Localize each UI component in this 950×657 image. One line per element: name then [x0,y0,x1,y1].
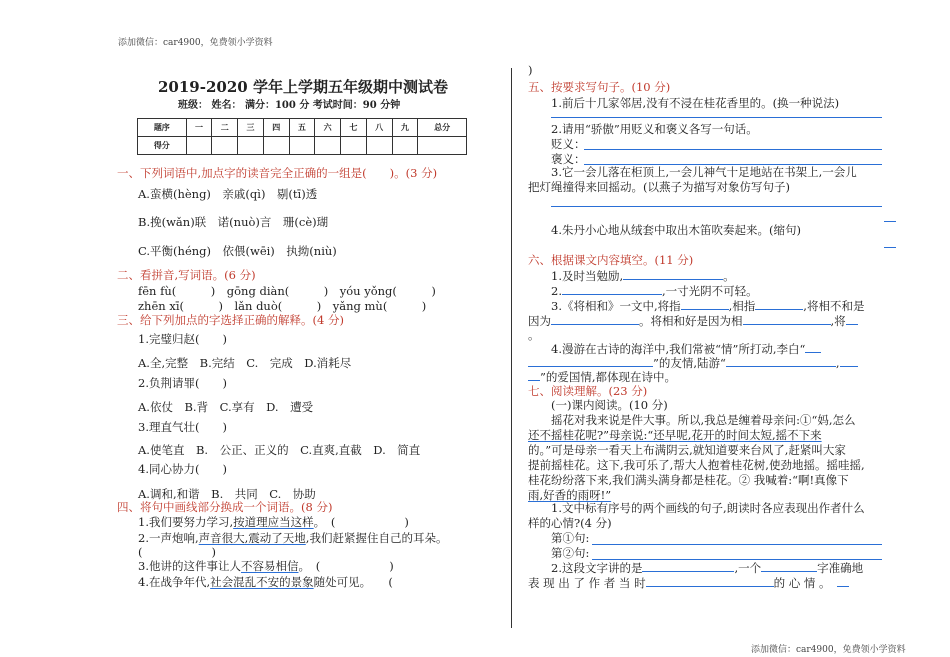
s5-q3-answer-line-end[interactable] [884,221,896,222]
passage-underlined-1: 还不摇桂花呢?”母亲说:“还早呢,花开的时间太短,摇不下来 [528,428,822,442]
column-divider [511,68,512,628]
score-cell[interactable] [418,137,467,155]
s5-derogatory-line[interactable] [584,149,882,150]
s6-q2-text: ,一寸光阴不可轻。 [661,284,758,298]
s6-q3-blank-4[interactable] [743,313,831,325]
s6-q4-blank-1[interactable] [805,341,821,353]
s7-q1-answer-line-1[interactable] [592,544,882,545]
s5-q1-answer-line[interactable] [551,117,882,118]
s6-q4-text-c: ”的爱国情,都体现在诗中。 [540,370,677,384]
s5-q2-derogatory: 贬义： [551,137,586,151]
s4-q2-underlined: 声音很大,震动了天地 [198,531,306,545]
s6-q2-blank[interactable] [562,283,662,295]
s5-q4-answer-line[interactable] [884,247,896,248]
s6-q3-text-f: ,将 [830,314,846,328]
s6-q3-line2 [528,313,858,329]
score-header-cell: 总分 [418,119,467,137]
s7-q2-blank-3[interactable] [646,575,774,587]
score-header-cell: 六 [315,119,341,137]
watermark-top: 添加微信：car4900，免费领小学资料 [118,38,273,48]
score-header-cell: 题序 [138,119,187,137]
exam-info: 班级： 姓名： 满分：100 分 考试时间：90 分钟 [178,100,401,111]
s5-q3-line1: 3.它一会儿落在柜顶上,一会儿神气十足地站在书架上,一会儿 [551,165,857,179]
s6-q4-text-a: 4.漫游在古诗的海洋中,我们常被“情”所打动,李白“ [551,342,806,356]
s7-q1-line2: 样的心情?(4 分) [528,516,612,530]
s7-q2-text-b: ,一个 [734,561,762,575]
s7-q1-sentence-2: 第②句: [551,546,590,560]
section-4-title: 四、将句中画线部分换成一个词语。(8 分) [117,500,333,514]
score-header-cell: 三 [238,119,264,137]
score-cell[interactable] [392,137,418,155]
section-1-title: 一、下列词语中,加点字的读音完全正确的一组是( )。(3 分) [117,166,438,180]
option-c: C.平衡(héng) 依偎(wēi) 执拗(niù) [138,244,337,258]
s4-q1-tail: 。 ( ) [313,515,409,529]
score-table-header-row [138,119,467,137]
passage-line-4: 提前摇桂花。这下,我可乐了,帮大人抱着桂花树,使劲地摇。摇哇摇, [528,458,865,472]
s4-q1-text: 1.我们要努力学习, [138,515,234,529]
s7-q2-text-a: 2.这段文字讲的是 [551,561,643,575]
score-header-cell: 八 [366,119,392,137]
s5-q2-commendatory: 褒义： [551,152,586,166]
section-6-title: 六、根据课文内容填空。(11 分) [528,253,694,267]
s6-q4-blank-4[interactable] [840,355,858,367]
s6-q4-text-b: ”的友情,陆游“ [653,356,726,370]
score-cell[interactable] [186,137,212,155]
s7-q2-line2 [528,575,849,591]
s7-q2-blank-2[interactable] [761,560,817,572]
s6-q4-blank-5[interactable] [528,369,540,381]
s7-q2-text-d: 表 现 出 了 作 者 当 时 [528,576,646,590]
s6-q4-blank-2[interactable] [528,355,653,367]
s7-q2-blank-1[interactable] [642,560,734,572]
s4-q2-answer: ( ) [138,545,216,559]
s3-q4: 4.同心协力( ) [138,462,227,476]
s3-q2: 2.负荆请罪( ) [138,376,227,390]
passage-line-2 [528,427,822,443]
passage-line-3: 的。”可是母亲一看天上布满阴云,就知道要来台风了,赶紧叫大家 [528,443,846,457]
section-3-title: 三、给下列加点的字选择正确的解释。(4 分) [117,313,344,327]
s4-q2-tail: ,我们赶紧握住自己的耳朵。 [305,531,448,545]
s5-q1: 1.前后十几家邻居,没有不浸在桂花香里的。(换一种说法) [551,96,840,110]
passage-line-5: 桂花纷纷落下来,我们满头满身都是桂花。② 我喊着:“啊!真像下 [528,473,849,487]
pinyin-line-1: fēn fù( ) gōng diàn( ) yóu yǒng( ) [138,284,436,298]
s6-q3-text-d: 因为 [528,314,551,328]
s6-q3-end: 。 [528,328,540,342]
score-header-cell: 四 [263,119,289,137]
s6-q3-line1 [551,298,864,314]
s6-q3-text-a: 3.《将相和》一文中,将指 [551,299,681,313]
passage-underlined-2: 雨,好香的雨呀!” [528,488,612,502]
s4-q2-text: 2.一声炮响, [138,531,199,545]
section-7-title: 七、阅读理解。(23 分) [528,384,648,398]
score-table-score-row [138,137,467,155]
s7-q1-line1: 1.文中标有序号的两个画线的句子,朗读时各应表现出作者什么 [551,501,865,515]
s6-q4-blank-3[interactable] [726,355,836,367]
s4-q3-text: 3.他讲的这件事让人 [138,559,241,573]
score-cell[interactable] [366,137,392,155]
s7-q1-sentence-1: 第①句: [551,531,590,545]
score-cell[interactable] [289,137,315,155]
s6-q3-text-e: 。将相和好是因为相 [639,314,743,328]
s3-q3-options: A.使笔直 B. 公正、正义的 C.直爽,直截 D. 简直 [138,443,421,457]
s7-q2-text-c: 字准确地 [817,561,864,575]
s7-q2-blank-4[interactable] [837,575,849,587]
s7-subsection: (一)课内阅读。(10 分) [551,398,668,412]
s4-q3-underlined: 不容易相信 [240,559,299,573]
s4-q3-tail: 。 ( ) [298,559,394,573]
s6-q1-text: 1.及时当勉励, [551,269,624,283]
s6-q3-blank-3[interactable] [551,313,639,325]
s5-q3-answer-line[interactable] [551,206,882,207]
pinyin-line-2: zhēn xī( ) lǎn duò( ) yǎng mù( ) [138,299,427,313]
s6-q3-blank-5[interactable] [846,313,858,325]
s3-q4-options: A.调和,和谐 B. 共同 C. 协助 [138,487,316,501]
s3-q2-options: A.依仗 B.背 C.享有 D. 遭受 [138,400,314,414]
score-cell[interactable] [341,137,367,155]
option-b: B.挽(wǎn)联 诺(nuò)言 珊(cè)瑚 [138,215,329,229]
s5-q2: 2.请用“骄傲”用贬义和褒义各写一句话。 [551,122,758,136]
option-a: A.蛮横(hèng) 亲戚(qì) 剔(tī)透 [138,187,318,201]
page-title: 2019-2020 学年上学期五年级期中测试卷 [158,78,448,96]
score-table [137,118,467,155]
s3-q3: 3.理直气壮( ) [138,420,227,434]
s4-q1-underlined: 按道理应当这样 [233,515,314,529]
s3-q1: 1.完璧归赵( ) [138,332,227,346]
score-header-cell: 一 [186,119,212,137]
watermark-bottom: 添加微信：car4900，免费领小学资料 [751,645,906,655]
score-header-cell: 七 [341,119,367,137]
s4-q4-underlined: 社会混乱不安的景象 [210,575,314,589]
score-cell[interactable] [212,137,238,155]
s6-q1: 1.及时当勉励, 。 [551,269,735,283]
s6-q3-text-b: ,相指 [728,299,756,313]
s6-q4-line2: ”的友情,陆游“ , [528,355,858,371]
s3-q1-options: A.全,完整 B.完结 C. 完成 D.消耗尽 [138,356,352,370]
s4-q4-closing: ) [528,63,533,77]
s6-q2: 2. ,一寸光阴不可轻。 [551,284,758,298]
s7-q2-text-e: 的 心 情 。 [773,576,831,590]
score-header-cell: 五 [289,119,315,137]
s5-q4: 4.朱丹小心地从绒套中取出木笛吹奏起来。(缩句) [551,223,801,237]
score-row-label: 得分 [138,137,187,155]
passage-line-1: 摇花对我来说是件大事。所以,我总是缠着母亲问:①“妈,怎么 [551,413,856,427]
s4-q4-tail: 随处可见。 ( [313,575,393,589]
section-2-title: 二、看拼音,写词语。(6 分) [117,268,256,282]
s4-q4 [138,574,393,590]
s6-q1-blank[interactable] [623,268,723,280]
s5-q3-line2: 把灯绳撞得来回摇动。(以燕子为描写对象仿写句子) [528,180,790,194]
score-cell[interactable] [315,137,341,155]
s6-q3-text-c: ,将相不和是 [803,299,865,313]
score-cell[interactable] [238,137,264,155]
s7-q2-line1 [551,560,863,576]
score-header-cell: 九 [392,119,418,137]
score-header-cell: 二 [212,119,238,137]
s4-q4-text: 4.在战争年代, [138,575,211,589]
s4-q3 [138,558,394,574]
s6-q3-blank-2[interactable] [755,298,803,310]
section-5-title: 五、按要求写句子。(10 分) [528,80,671,94]
score-cell[interactable] [263,137,289,155]
s4-q1 [138,514,409,530]
s6-q3-blank-1[interactable] [681,298,729,310]
